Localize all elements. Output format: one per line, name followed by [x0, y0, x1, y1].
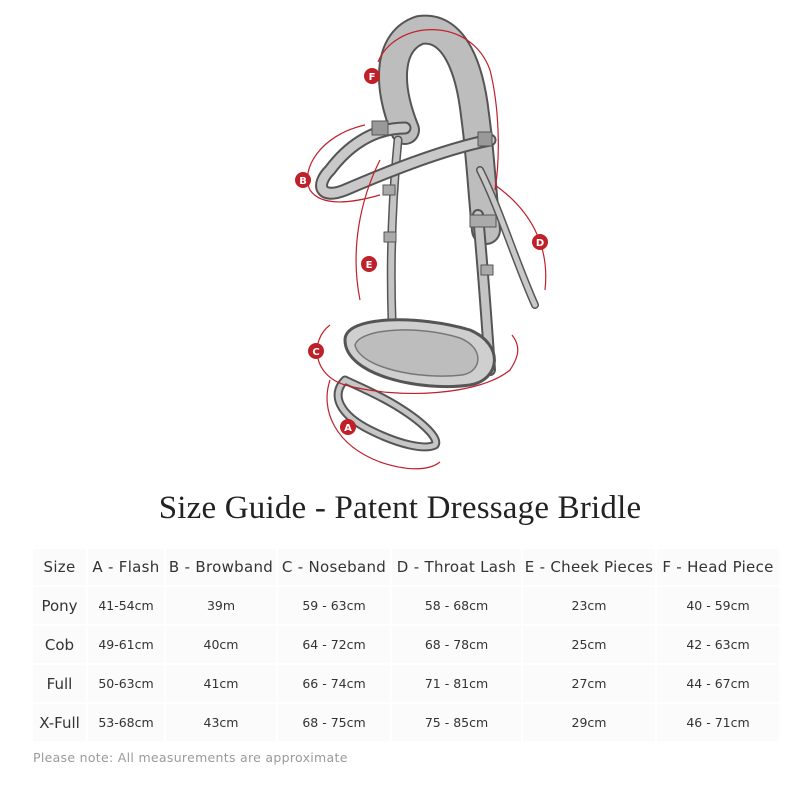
table-cell: 68 - 75cm — [277, 703, 391, 742]
table-cell: 58 - 68cm — [391, 586, 522, 625]
column-header: B - Browband — [165, 549, 277, 586]
table-cell: 49-61cm — [87, 625, 165, 664]
table-cell: 23cm — [522, 586, 656, 625]
svg-text:E: E — [365, 260, 373, 271]
bridle-illustration — [322, 30, 535, 447]
table-cell: 59 - 63cm — [277, 586, 391, 625]
table-cell: 75 - 85cm — [391, 703, 522, 742]
table-cell: 39m — [165, 586, 277, 625]
size-label: Full — [33, 664, 87, 703]
marker-c — [308, 343, 324, 359]
table-cell: 71 - 81cm — [391, 664, 522, 703]
svg-text:C: C — [312, 347, 320, 358]
table-row — [33, 664, 780, 703]
column-header: A - Flash — [87, 549, 165, 586]
table-cell: 44 - 67cm — [656, 664, 780, 703]
column-header: E - Cheek Pieces — [522, 549, 656, 586]
table-cell: 46 - 71cm — [656, 703, 780, 742]
table-cell: 41-54cm — [87, 586, 165, 625]
size-label: Pony — [33, 586, 87, 625]
column-header: F - Head Piece — [656, 549, 780, 586]
svg-text:D: D — [535, 238, 545, 249]
page-title: Size Guide - Patent Dressage Bridle — [158, 490, 642, 526]
table-cell: 40cm — [165, 625, 277, 664]
table-cell: 25cm — [522, 625, 656, 664]
column-header: C - Noseband — [277, 549, 391, 586]
marker-b — [295, 172, 311, 188]
table-row — [33, 625, 780, 664]
table-cell: 42 - 63cm — [656, 625, 780, 664]
size-guide-table — [33, 549, 781, 743]
svg-text:A: A — [344, 423, 352, 434]
marker-a — [340, 419, 356, 435]
column-header: D - Throat Lash — [391, 549, 522, 586]
table-cell: 53-68cm — [87, 703, 165, 742]
marker-d — [532, 234, 548, 250]
size-label: X-Full — [33, 703, 87, 742]
table-cell: 68 - 78cm — [391, 625, 522, 664]
marker-e — [361, 256, 377, 272]
table-cell: 41cm — [165, 664, 277, 703]
table-header-row — [33, 549, 780, 586]
svg-text:B: B — [299, 176, 307, 187]
table-cell: 43cm — [165, 703, 277, 742]
size-label: Cob — [33, 625, 87, 664]
measurement-note: Please note: All measurements are approximate — [33, 750, 348, 765]
table-cell: 29cm — [522, 703, 656, 742]
table-cell: 50-63cm — [87, 664, 165, 703]
table-cell: 40 - 59cm — [656, 586, 780, 625]
table-cell: 27cm — [522, 664, 656, 703]
column-header: Size — [33, 549, 87, 586]
table-cell: 64 - 72cm — [277, 625, 391, 664]
svg-text:F: F — [368, 72, 376, 83]
table-row — [33, 703, 780, 742]
table-cell: 66 - 74cm — [277, 664, 391, 703]
table-row — [33, 586, 780, 625]
marker-f — [364, 68, 380, 84]
